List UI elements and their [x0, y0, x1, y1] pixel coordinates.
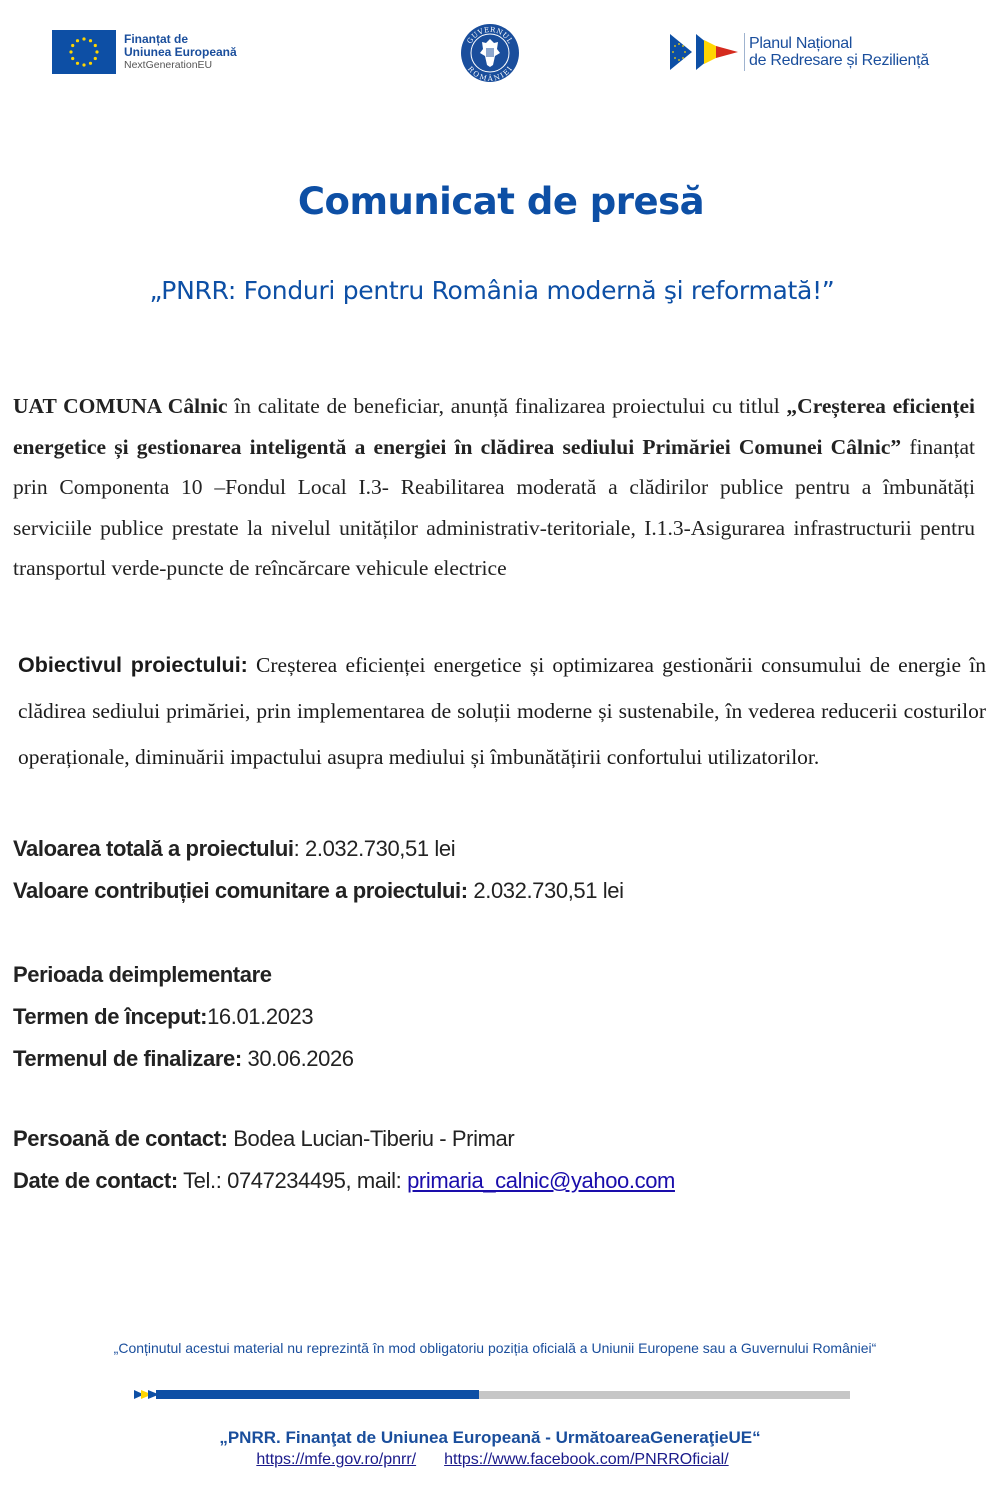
intro-paragraph	[13, 386, 975, 589]
end-date-row	[13, 1038, 354, 1080]
eu-contribution-amount: 2.032.730,51 lei	[467, 878, 624, 903]
page-title: Comunicat de presă	[297, 180, 705, 223]
pnrr-logo-line1: Planul Național	[749, 35, 853, 52]
beneficiary-name: UAT COMUNA Câlnic	[13, 394, 228, 418]
disclaimer-text: „Conținutul acestui material nu reprezintă în mod obligatoriu poziția oficială a Uniunii Europene sau a Guvernului României“	[113, 1340, 877, 1356]
contact-info	[13, 1118, 675, 1202]
footer-slogan: „PNRR. Finanţat de Uniunea Europeană - UrmătoareaGeneraţieUE“	[219, 1428, 761, 1447]
pnrr-arrows-icon	[670, 32, 742, 72]
contact-details-label: Date de contact:	[13, 1168, 178, 1193]
email-link[interactable]: primaria_calnic@yahoo.com	[407, 1168, 675, 1193]
eu-logo-line2: Uniunea Europeană	[124, 44, 237, 59]
contact-person-value: Bodea Lucian-Tiberiu - Primar	[227, 1126, 515, 1151]
total-value-label: Valoarea totală a proiectului	[13, 836, 294, 861]
total-value-amount: : 2.032.730,51 lei	[293, 836, 456, 861]
contact-details-row	[13, 1160, 675, 1202]
contact-person-row	[13, 1118, 675, 1160]
total-value-row	[13, 828, 624, 870]
end-date-value: 30.06.2026	[241, 1046, 354, 1071]
eu-flag-icon	[52, 30, 116, 74]
eu-contribution-row	[13, 870, 624, 912]
period-heading: Perioada deimplementare	[13, 962, 272, 987]
project-title: „Creșterea eficienței energetice și gestionarea inteligentă a energiei în clădirea sediului Primăriei Comunei Câlnic”	[13, 394, 976, 459]
objective-paragraph	[18, 642, 986, 780]
svg-text:ROMÂNIEI: ROMÂNIEI	[466, 65, 515, 83]
svg-text:GUVERNUL: GUVERNUL	[465, 25, 515, 46]
financing-text: finanțat prin Componenta 10 –Fondul Local I.3- Reabilitarea moderată a clădirilor publice pentru a îmbunătăți serviciile publice prestate la nivelul unităților administrativ-teritoriale, I.1.3-Asigurarea infrastructurii pentru transportul verde-puncte de reîncărcare vehicule electrice	[13, 434, 976, 580]
logo-divider	[744, 33, 745, 71]
pnrr-logo-line2: de Redresare și Reziliență	[749, 52, 929, 69]
contact-person-label: Persoană de contact:	[13, 1126, 228, 1151]
facebook-pnrr-link[interactable]: https://www.facebook.com/PNRROficial/	[444, 1451, 729, 1468]
contact-details-value: Tel.: 0747234495, mail:	[177, 1168, 408, 1193]
footer-links	[0, 1451, 985, 1469]
implementation-period	[13, 954, 354, 1080]
eu-logo-line1: Finanțat de	[124, 31, 189, 46]
footer-arrows-icon	[134, 1389, 164, 1400]
objective-label: Obiectivul proiectului:	[18, 653, 248, 677]
objective-text: Creșterea eficienței energetice și optimizarea gestionării consumului de energie în clădirea sediului primăriei, prin implementarea de soluții moderne și sustenabile, în vederea reducerii costurilor operaționale, diminuării impactului asupra mediului și îmbunătățirii confortului utilizatorilor.	[18, 653, 986, 769]
footer-bar-blue	[156, 1390, 479, 1399]
project-values	[13, 828, 624, 912]
footer-bar-grey	[479, 1391, 850, 1399]
pnrr-logo	[670, 32, 929, 72]
eu-contribution-label: Valoare contribuției comunitare a proiectului:	[13, 878, 468, 903]
start-date-row	[13, 996, 354, 1038]
eu-logo-line3: NextGenerationEU	[124, 58, 213, 71]
page-subtitle: „PNRR: Fonduri pentru România modernă şi reformată!”	[149, 276, 835, 305]
eu-funding-logo	[52, 30, 237, 74]
start-date-value: 16.01.2023	[207, 1004, 314, 1029]
start-date-label: Termen de început:	[13, 1004, 208, 1029]
romanian-government-seal-icon	[460, 23, 520, 83]
end-date-label: Termenul de finalizare:	[13, 1046, 242, 1071]
mfe-pnrr-link[interactable]: https://mfe.gov.ro/pnrr/	[256, 1451, 417, 1468]
footer-bar	[134, 1390, 850, 1399]
period-heading-row	[13, 954, 354, 996]
announcement-text: în calitate de beneficiar, anunță finalizarea proiectului cu titlul	[227, 394, 780, 418]
